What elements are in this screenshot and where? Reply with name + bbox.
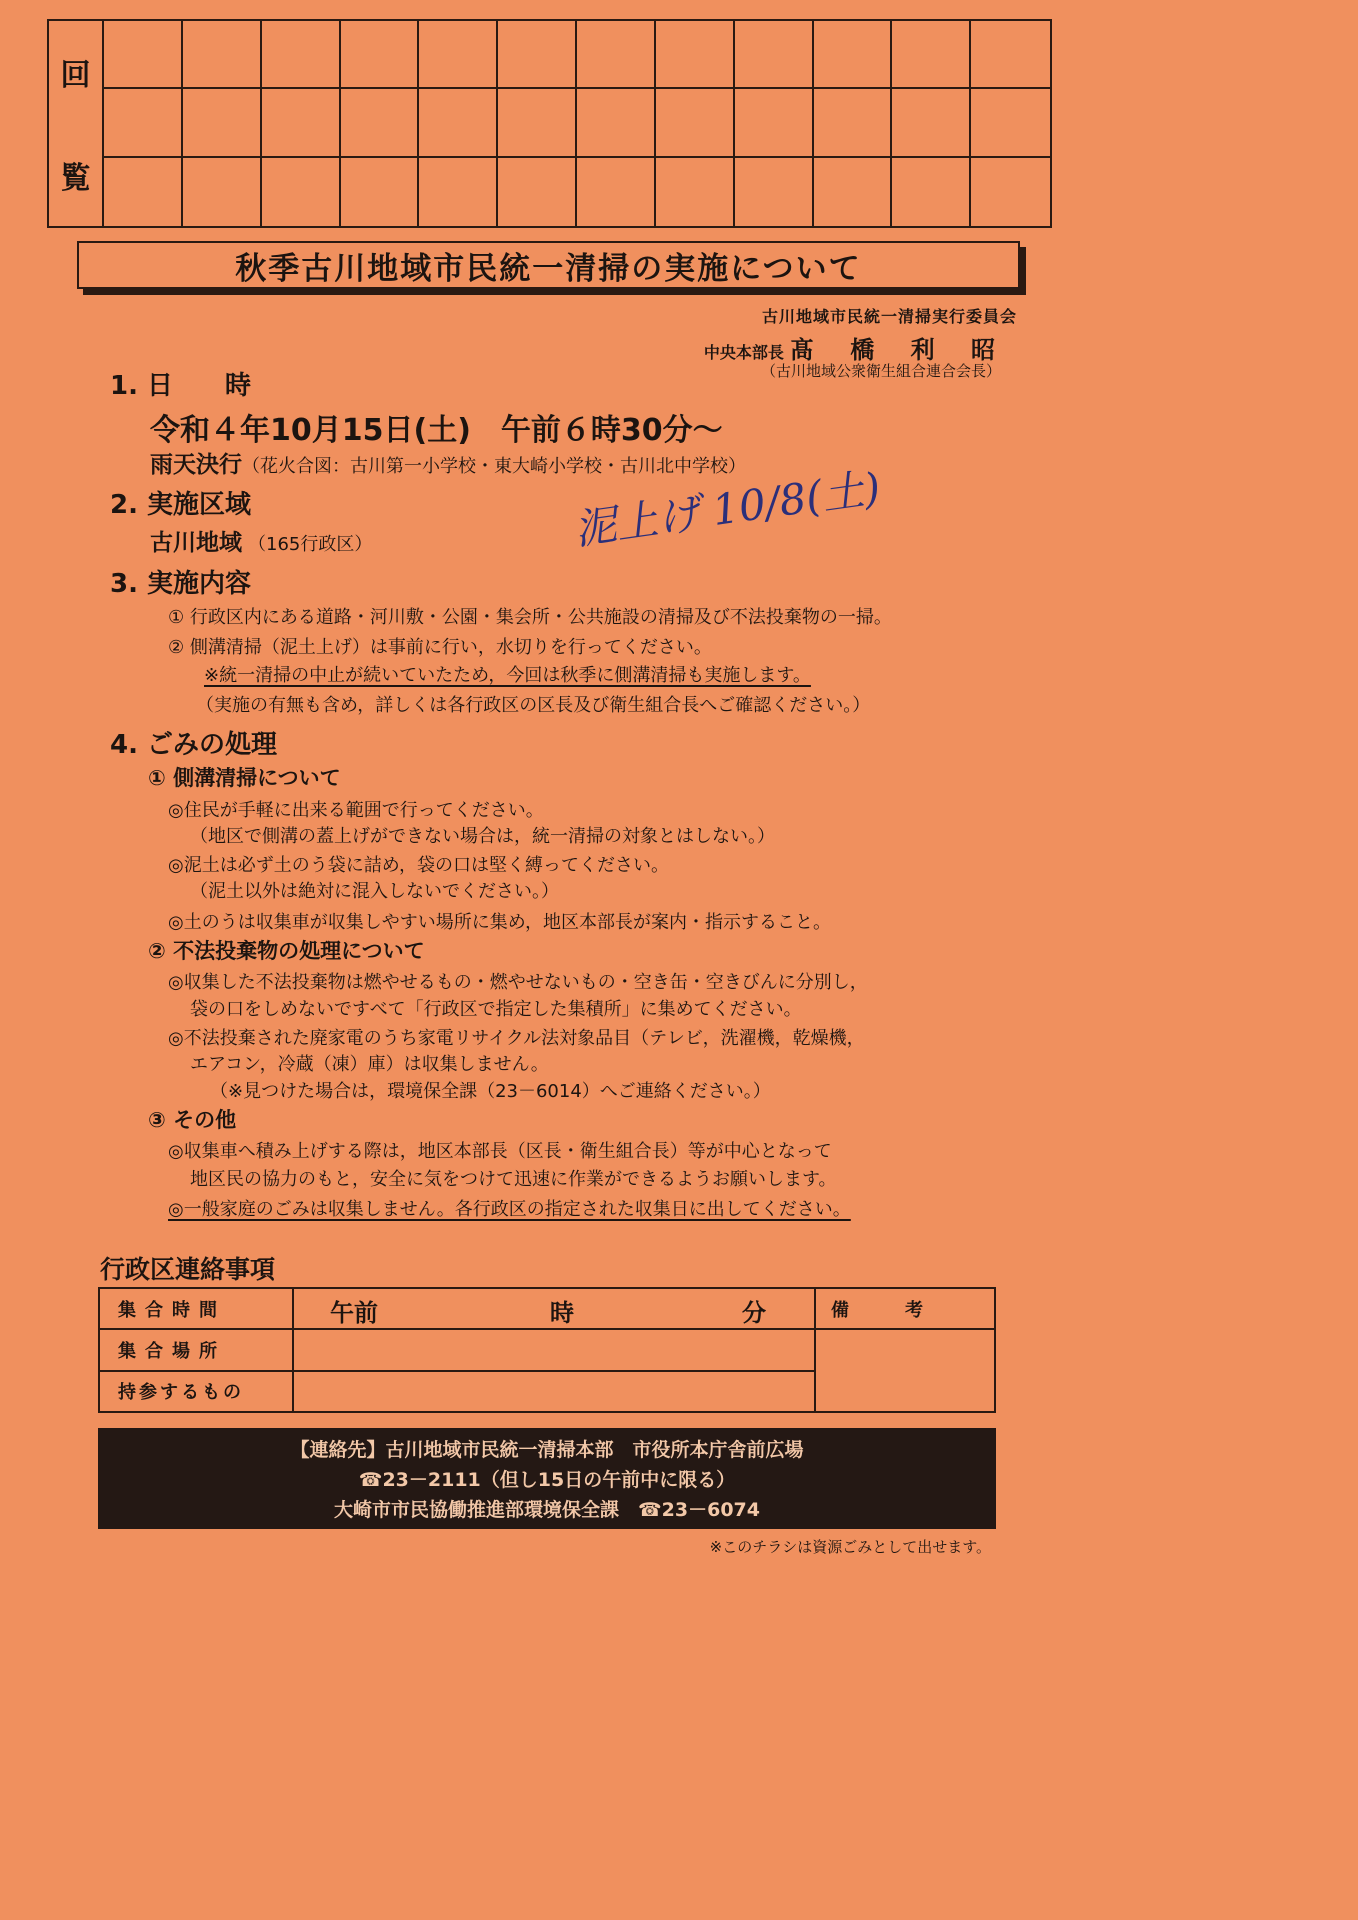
- sub1-line: ◎土のうは収集車が収集しやすい場所に集め，地区本部長が案内・指示すること。: [168, 912, 831, 933]
- content-item-2: ② 側溝清掃（泥土上げ）は事前に行い，水切りを行ってください。: [168, 637, 712, 658]
- remarks-field[interactable]: [815, 1329, 995, 1412]
- sub1-line: （地区で側溝の蓋上げができない場合は，統一清掃の対象とはしない。）: [190, 826, 775, 847]
- chief-name: 髙 橋 利 昭: [789, 336, 1009, 364]
- contact-line-2: ☎23－2111（但し15日の午前中に限る）: [358, 1469, 736, 1491]
- area-line: [150, 524, 372, 557]
- minute-label: 分: [742, 1299, 766, 1327]
- section-2-heading: 2. 実施区域: [110, 490, 252, 520]
- sub2-line: 袋の口をしめないですべて「行政区で指定した集積所」に集めてください。: [190, 999, 802, 1020]
- committee-name: 古川地域市民統一清掃実行委員会: [761, 307, 1017, 326]
- am-label: 午前: [330, 1299, 378, 1327]
- circulation-char-2: 覧: [60, 160, 91, 196]
- recycle-note: ※このチラシは資源ごみとして出せます。: [709, 1538, 991, 1556]
- contact-line-1: 【連絡先】古川地域市民統一清掃本部 市役所本庁舎前広場: [290, 1439, 804, 1461]
- table-row: [99, 1288, 995, 1329]
- rain-line: [150, 446, 746, 479]
- area-name: 古川地域: [150, 530, 242, 556]
- section-4-heading: 4. ごみの処理: [110, 730, 278, 760]
- contact-line-3: 大崎市市民協働推進部環境保全課 ☎23－6074: [334, 1499, 760, 1521]
- section-3-heading: 3. 実施内容: [110, 569, 252, 599]
- meeting-time-label: 集合時間: [99, 1288, 293, 1329]
- hour-label: 時: [550, 1299, 574, 1327]
- chief-position: 中央本部長: [703, 343, 784, 362]
- meeting-time-field[interactable]: [293, 1288, 815, 1329]
- contact-box: [98, 1428, 996, 1529]
- meeting-place-field[interactable]: [293, 1329, 815, 1370]
- sub2-line: エアコン，冷蔵（凍）庫）は収集しません。: [190, 1054, 549, 1075]
- sub2-line: （※見つけた場合は，環境保全課（23－6014）へご連絡ください。）: [210, 1081, 771, 1102]
- fireworks-signal: （花火合図：古川第一小学校・東大崎小学校・古川北中学校）: [242, 456, 746, 477]
- circulation-grid: [47, 19, 1052, 228]
- circulation-char-1: 回: [60, 58, 91, 94]
- sub2-line: ◎収集した不法投棄物は燃やせるもの・燃やせないもの・空き缶・空きびんに分別し，: [168, 972, 868, 993]
- content-note-2: （実施の有無も含め，詳しくは各行政区の区長及び衛生組合長へご確認ください。）: [196, 695, 871, 716]
- items-to-bring-label: 持参するもの: [99, 1371, 293, 1412]
- document-title: [77, 241, 1020, 289]
- event-datetime: 令和４年10月15日(土) 午前６時30分～: [150, 413, 723, 448]
- remarks-label: 備考: [815, 1288, 995, 1329]
- title-text: 秋季古川地域市民統一清掃の実施について: [235, 250, 862, 287]
- circulation-stamp-cells: [104, 21, 1050, 226]
- area-count: （165行政区）: [248, 534, 373, 555]
- content-item-1: ① 行政区内にある道路・河川敷・公園・集会所・公共施設の清掃及び不法投棄物の一掃。: [168, 607, 892, 628]
- handwritten-note: 泥上げ 10/8(土): [571, 462, 884, 555]
- meeting-place-label: 集合場所: [99, 1329, 293, 1370]
- chief-affiliation: （古川地域公衆衛生組合連合会長）: [760, 362, 1001, 380]
- sub1-line: ◎住民が手軽に出来る範囲で行ってください。: [168, 800, 544, 821]
- sub1-line: （泥土以外は絶対に混入しないでください。）: [190, 881, 559, 902]
- section-1-heading: 1. 日 時: [110, 371, 252, 401]
- sub3-line: 地区民の協力のもと，安全に気をつけて迅速に作業ができるようお願いします。: [190, 1169, 837, 1190]
- rain-or-shine: 雨天決行: [150, 452, 242, 478]
- sub1-heading: ① 側溝清掃について: [148, 766, 341, 790]
- table-row: [99, 1329, 995, 1370]
- district-notes-table: [98, 1287, 996, 1413]
- content-note-1: ※統一清掃の中止が続いていたため，今回は秋季に側溝清掃も実施します。: [204, 665, 811, 686]
- sub2-line: ◎不法投棄された廃家電のうち家電リサイクル法対象品目（テレビ，洗濯機，乾燥機，: [168, 1028, 865, 1049]
- items-to-bring-field[interactable]: [293, 1371, 815, 1412]
- sub1-line: ◎泥土は必ず土のう袋に詰め，袋の口は堅く縛ってください。: [168, 855, 669, 876]
- circulation-label: [49, 21, 104, 226]
- sub2-heading: ② 不法投棄物の処理について: [148, 939, 425, 963]
- district-notes-heading: 行政区連絡事項: [100, 1255, 276, 1284]
- sub3-heading: ③ その他: [148, 1108, 237, 1132]
- sub3-line: ◎一般家庭のごみは収集しません。各行政区の指定された収集日に出してください。: [168, 1199, 851, 1220]
- sub3-line: ◎収集車へ積み上げする際は，地区本部長（区長・衛生組合長）等が中心となって: [168, 1141, 832, 1162]
